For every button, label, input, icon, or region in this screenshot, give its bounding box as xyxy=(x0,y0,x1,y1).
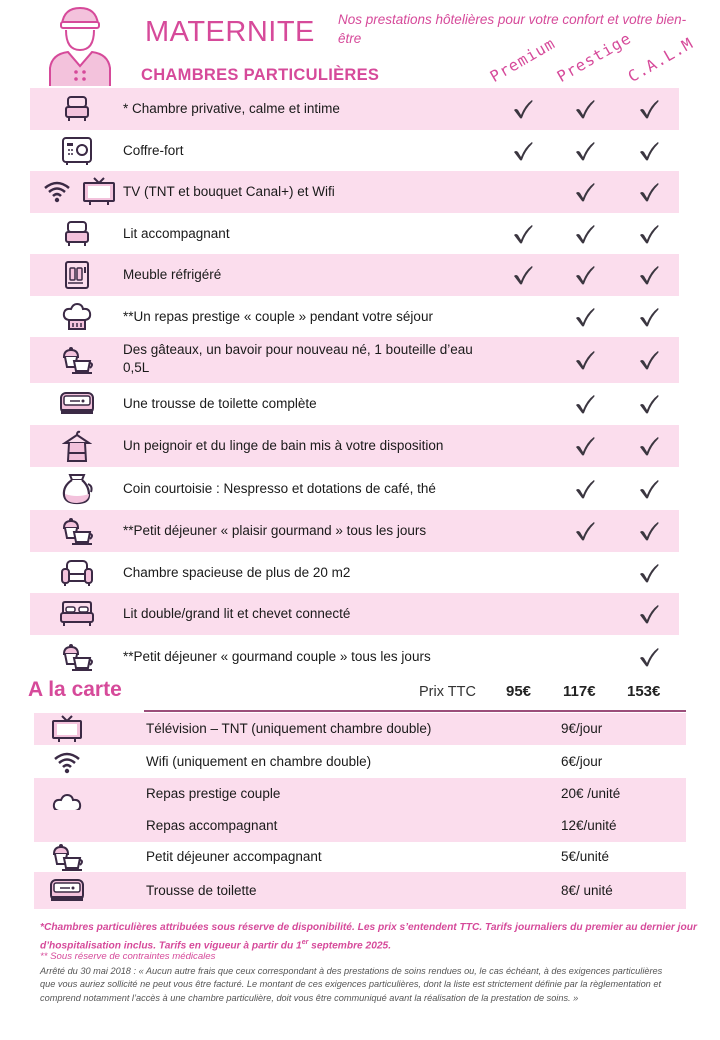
check-icon xyxy=(637,222,661,246)
toiletry-bag-icon xyxy=(48,875,86,907)
divider xyxy=(144,710,686,712)
table-row xyxy=(30,510,679,552)
list-item xyxy=(34,810,686,842)
row-label: TV (TNT et bouquet Canal+) et Wifi xyxy=(123,184,335,199)
bed-icon xyxy=(57,217,97,251)
row-label: Lit double/grand lit et chevet connecté xyxy=(123,606,351,621)
item-price: 20€ /unité xyxy=(561,786,621,801)
cupcake-cup-icon xyxy=(57,514,97,548)
table-row xyxy=(30,552,679,593)
row-label: **Petit déjeuner « plaisir gourmand » tous les jours xyxy=(123,523,427,538)
price-premium: 95€ xyxy=(506,683,532,700)
item-price: 9€/jour xyxy=(561,721,603,736)
wifi-icon xyxy=(48,746,86,778)
column-header-calm: C.A.L.M xyxy=(625,34,697,86)
toiletry-bag-icon xyxy=(57,387,97,421)
list-item xyxy=(34,842,686,872)
table-row xyxy=(30,254,679,296)
row-label: Coin courtoisie : Nespresso et dotations de café, thé xyxy=(123,480,436,496)
row-label: **Un repas prestige « couple » pendant votre séjour xyxy=(123,308,433,324)
check-icon xyxy=(511,97,535,121)
check-icon xyxy=(573,392,597,416)
check-icon xyxy=(573,477,597,501)
item-price: 6€/jour xyxy=(561,753,603,769)
table-row xyxy=(30,337,679,383)
check-icon xyxy=(637,477,661,501)
table-row xyxy=(30,213,679,254)
a-la-carte-title: A la carte xyxy=(28,678,122,701)
item-price: 8€/ unité xyxy=(561,882,613,898)
column-header-prestige: Prestige xyxy=(554,29,635,86)
check-icon xyxy=(573,139,597,163)
cupcake-cup-icon xyxy=(48,841,86,873)
check-icon xyxy=(637,519,661,543)
row-label: Un peignoir et du linge de bain mis à votre disposition xyxy=(123,438,444,453)
table-row xyxy=(30,171,679,213)
list-item xyxy=(34,872,686,909)
row-label: Une trousse de toilette complète xyxy=(123,396,317,411)
row-label: Lit accompagnant xyxy=(123,225,230,241)
check-icon xyxy=(573,263,597,287)
row-label: Meuble réfrigéré xyxy=(123,267,222,282)
row-label: Des gâteaux, un bavoir pour nouveau né, 1 bouteille d’eau 0,5L xyxy=(123,342,473,375)
coffee-pot-icon xyxy=(57,472,97,506)
check-icon xyxy=(511,139,535,163)
row-label: Chambre spacieuse de plus de 20 m2 xyxy=(123,564,351,580)
check-icon xyxy=(637,348,661,372)
item-label: Repas prestige couple xyxy=(146,786,281,801)
bathrobe-hanger-icon xyxy=(57,429,97,463)
table-row xyxy=(30,467,679,510)
safe-icon xyxy=(57,134,97,168)
table-row xyxy=(30,296,679,337)
list-item xyxy=(34,745,686,778)
table-row xyxy=(30,88,679,130)
check-icon xyxy=(637,139,661,163)
check-icon xyxy=(637,180,661,204)
check-icon xyxy=(637,434,661,458)
table-row xyxy=(30,425,679,467)
check-icon xyxy=(637,602,661,626)
tv-wifi-icon xyxy=(40,175,120,209)
row-label: Coffre-fort xyxy=(123,143,184,158)
price-calm: 153€ xyxy=(627,683,661,700)
staff-person-icon xyxy=(44,6,116,88)
check-icon xyxy=(637,305,661,329)
check-icon xyxy=(573,519,597,543)
check-icon xyxy=(573,180,597,204)
check-icon xyxy=(573,222,597,246)
table-row xyxy=(30,635,679,678)
list-item xyxy=(34,713,686,745)
prix-ttc-label: Prix TTC xyxy=(419,684,476,700)
footnote-availability: *Chambres particulières attribuées sous réserve de disponibilité. Les prix s’entendent TTC. Tarifs journaliers du premier au dernier jour d’hospitalisation inclus. Tarifs en vigueur à partir du 1er septembre 2025. xyxy=(40,922,697,952)
check-icon xyxy=(511,263,535,287)
check-icon xyxy=(637,97,661,121)
check-icon xyxy=(573,305,597,329)
fridge-icon xyxy=(57,258,97,292)
item-label: Repas accompagnant xyxy=(146,818,278,833)
tv-icon xyxy=(48,713,86,745)
page-subtitle: Nos prestations hôtelières pour votre confort et votre bien-être xyxy=(338,12,687,46)
footnote-legal: Arrêté du 30 mai 2018 : « Aucun autre frais que ceux correspondant à des prestations de soins rendues ou, le cas échéant, à des exigences particulières que vous auriez sollicité ne peut vous être facturé. Le montant de ces exigences particulières, dont la liste est strictement définie par la règlementation et comprend notamment l’accès à une chambre particulière, doit vous être communiqué avant la réalisation de la prestation de soins. » xyxy=(40,966,663,1003)
table-row xyxy=(30,383,679,425)
check-icon xyxy=(573,434,597,458)
check-icon xyxy=(511,222,535,246)
check-icon xyxy=(637,392,661,416)
page-title: MATERNITE xyxy=(145,16,315,48)
check-icon xyxy=(637,645,661,669)
armchair-icon xyxy=(57,556,97,590)
list-item xyxy=(34,778,686,810)
item-label: Télévision – TNT (uniquement chambre double) xyxy=(146,721,432,736)
double-bed-icon xyxy=(57,597,97,631)
item-price: 5€/unité xyxy=(561,849,610,864)
row-label: * Chambre privative, calme et intime xyxy=(123,101,340,116)
check-icon xyxy=(637,263,661,287)
chef-hat-icon xyxy=(57,300,97,334)
cupcake-cup-icon xyxy=(57,343,97,377)
price-prestige: 117€ xyxy=(563,683,596,700)
table-row xyxy=(30,593,679,635)
check-icon xyxy=(573,348,597,372)
table-row xyxy=(30,131,679,171)
item-label: Wifi (uniquement en chambre double) xyxy=(146,753,372,769)
bed-icon xyxy=(57,92,97,126)
check-icon xyxy=(573,97,597,121)
check-icon xyxy=(637,561,661,585)
footnote-medical: ** Sous réserve de contraintes médicales xyxy=(40,951,216,962)
section-title: CHAMBRES PARTICULIÈRES xyxy=(141,66,380,84)
item-label: Petit déjeuner accompagnant xyxy=(146,849,322,864)
item-price: 12€/unité xyxy=(561,818,617,833)
item-label: Trousse de toilette xyxy=(146,882,257,898)
row-label: **Petit déjeuner « gourmand couple » tous les jours xyxy=(123,648,431,664)
column-header-premium: Premium xyxy=(487,34,559,86)
cupcake-cup-icon xyxy=(57,640,97,674)
